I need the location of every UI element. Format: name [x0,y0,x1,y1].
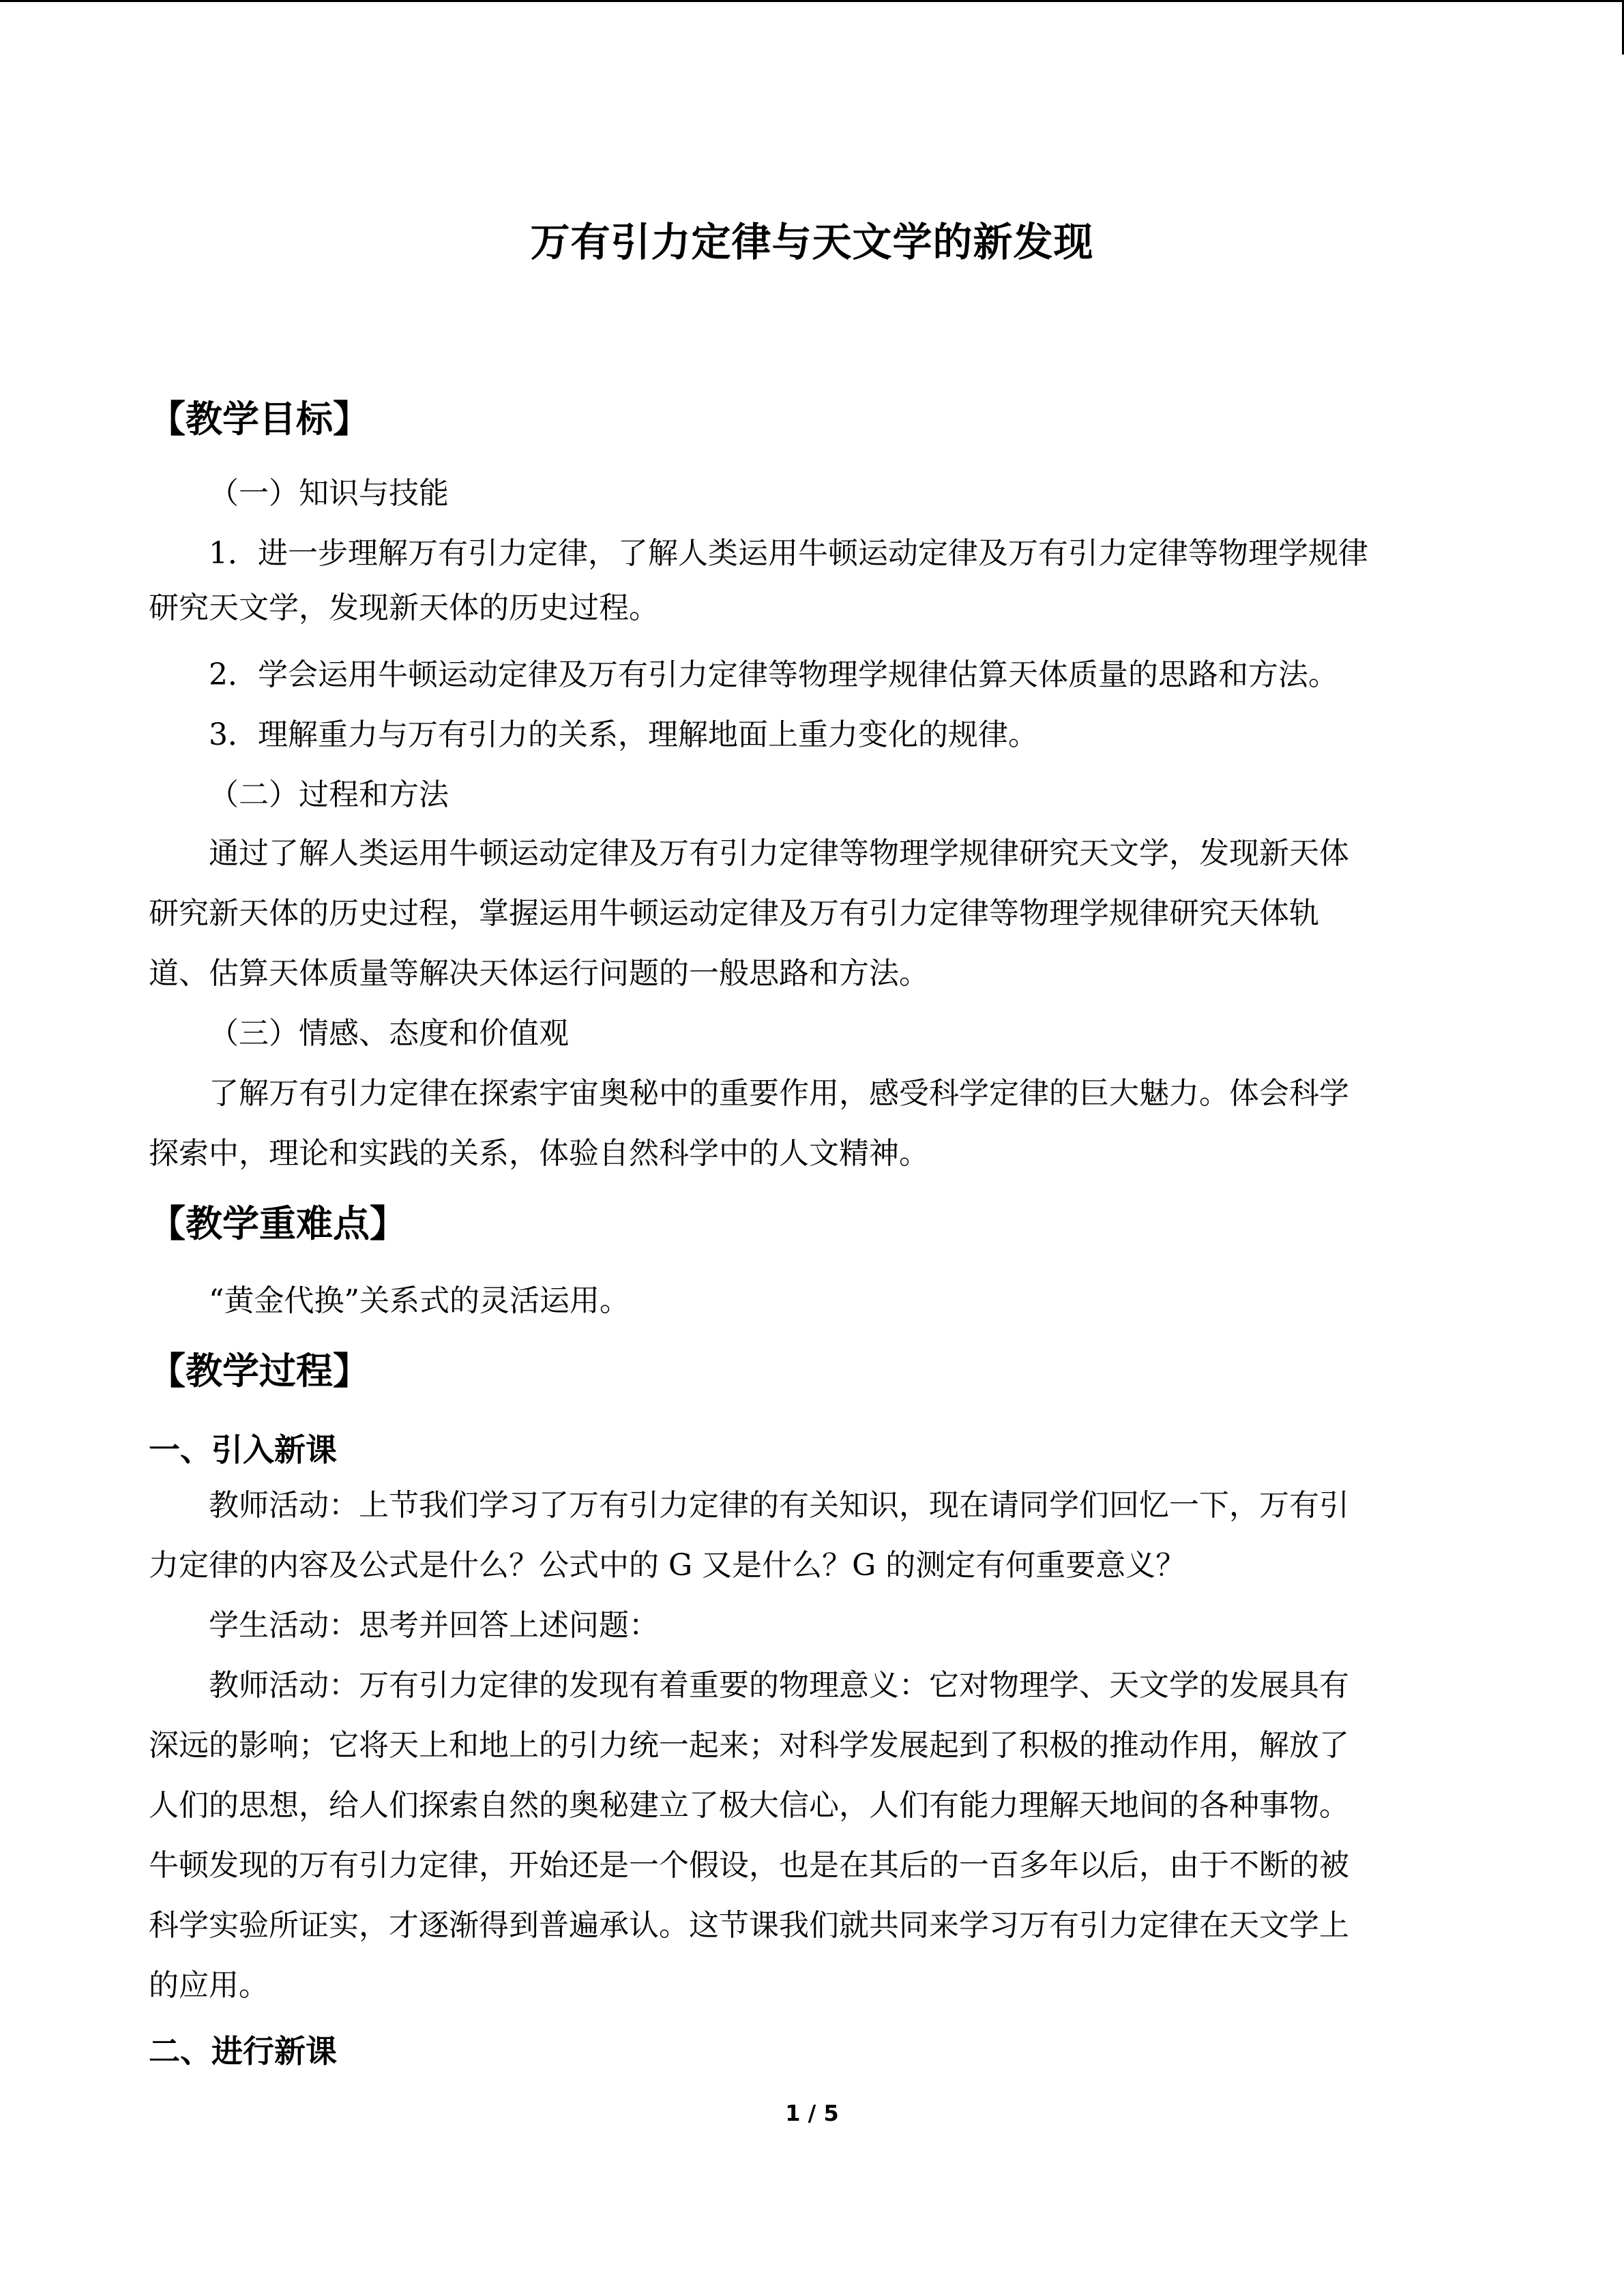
part-2-heading: 二、进行新课 [149,2033,337,2070]
process-method-line-1: 通过了解人类运用牛顿运动定律及万有引力定律等物理学规律研究天文学，发现新天体 [209,836,1349,871]
document-title: 万有引力定律与天文学的新发现 [530,219,1094,265]
teacher-activity-2-line-4: 牛顿发现的万有引力定律，开始还是一个假设，也是在其后的一百多年以后，由于不断的被 [149,1848,1349,1883]
student-activity-1: 学生活动：思考并回答上述问题： [209,1608,659,1643]
section-heading-process: 【教学过程】 [149,1350,370,1392]
teacher-activity-1-line-1: 教师活动：上节我们学习了万有引力定律的有关知识，现在请同学们回忆一下，万有引 [209,1488,1349,1523]
teacher-activity-2-line-2: 深远的影响；它将天上和地上的引力统一起来；对科学发展起到了积极的推动作用，解放了 [149,1728,1349,1763]
teacher-activity-1-line-2: 力定律的内容及公式是什么？公式中的 G 又是什么？G 的测定有何重要意义？ [149,1548,1186,1583]
objective-item-3: 3．理解重力与万有引力的关系，理解地面上重力变化的规律。 [209,717,1038,752]
teacher-activity-2-line-5: 科学实验所证实，才逐渐得到普遍承认。这节课我们就共同来学习万有引力定律在天文学上 [149,1908,1349,1943]
knowledge-heading: （一）知识与技能 [209,476,449,511]
values-heading: （三）情感、态度和价值观 [209,1016,569,1051]
process-method-line-3: 道、估算天体质量等解决天体运行问题的一般思路和方法。 [149,956,929,991]
teacher-activity-2-line-1: 教师活动：万有引力定律的发现有着重要的物理意义：它对物理学、天文学的发展具有 [209,1668,1349,1703]
page-number: 1 / 5 [785,2100,839,2126]
teacher-activity-2-line-3: 人们的思想，给人们探索自然的奥秘建立了极大信心，人们有能力理解天地间的各种事物。 [149,1788,1349,1823]
process-method-heading: （二）过程和方法 [209,777,449,812]
key-points-text: “黄金代换”关系式的灵活运用。 [209,1283,630,1318]
part-1-heading: 一、引入新课 [149,1431,337,1468]
page-top-border [0,0,1624,2]
section-heading-key-points: 【教学重难点】 [149,1202,407,1245]
teacher-activity-2-line-6: 的应用。 [149,1968,269,2003]
objective-item-1-line-1: 1．进一步理解万有引力定律，了解人类运用牛顿运动定律及万有引力定律等物理学规律 [209,536,1368,571]
values-line-1: 了解万有引力定律在探索宇宙奥秘中的重要作用，感受科学定律的巨大魅力。体会科学 [209,1076,1349,1111]
objective-item-1-line-2: 研究天文学，发现新天体的历史过程。 [149,591,659,625]
section-heading-objectives: 【教学目标】 [149,398,370,441]
values-line-2: 探索中，理论和实践的关系，体验自然科学中的人文精神。 [149,1136,929,1171]
process-method-line-2: 研究新天体的历史过程，掌握运用牛顿运动定律及万有引力定律等物理学规律研究天体轨 [149,896,1319,931]
objective-item-2: 2．学会运用牛顿运动定律及万有引力定律等物理学规律估算天体质量的思路和方法。 [209,657,1338,692]
